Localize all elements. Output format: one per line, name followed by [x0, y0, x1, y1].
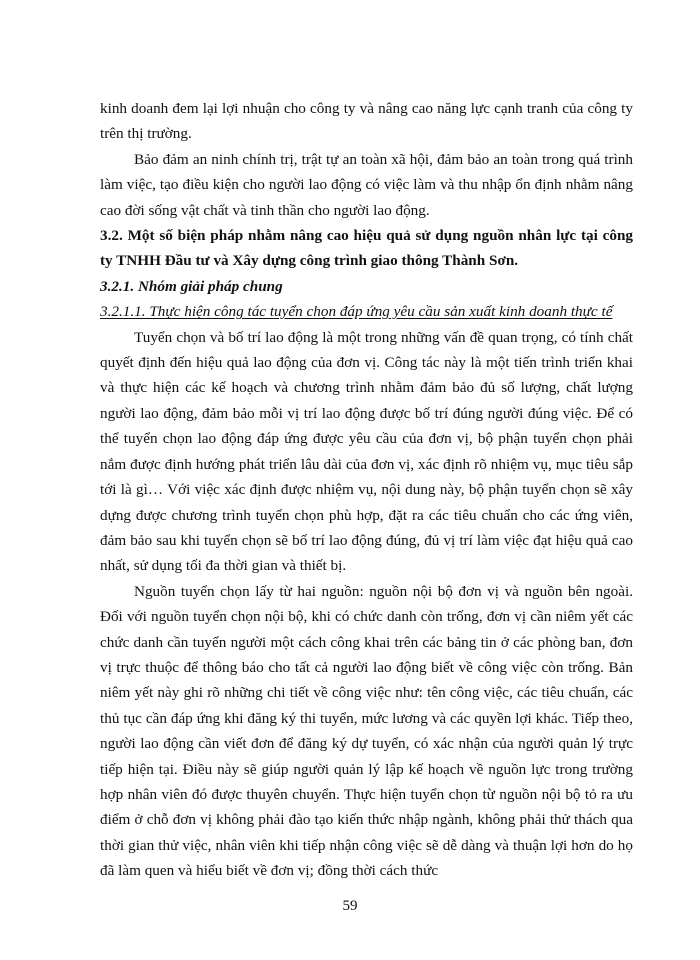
- paragraph-recruitment: Tuyển chọn và bố trí lao động là một trong những vấn đề quan trọng, có tính chất quyết định đến hiệu quả lao động của đơn vị. Công tác này là một tiến trình triển khai và thực hiện các kế hoạch và chương trình nhằm đảm bảo đủ số lượng, chất lượng người lao động, đảm bảo mỗi vị trí lao động được bố trí đúng người đúng việc. Để có thể tuyển chọn lao động đáp ứng được yêu cầu của đơn vị, bộ phận tuyển chọn phải nắm được định hướng phát triển lâu dài của đơn vị, xác định rõ nhiệm vụ, mục tiêu sắp tới là gì… Với việc xác định được nhiệm vụ, nội dung này, bộ phận tuyển chọn sẽ xây dựng được chương trình tuyển chọn phù hợp, đặt ra các tiêu chuẩn cho các ứng viên, đảm bảo sau khi tuyển chọn sẽ bố trí lao động đúng, đủ vị trí làm việc đạt hiệu quả cao nhất, sử dụng tối đa thời gian và thiết bị.: [100, 328, 633, 575]
- section-heading-3-2: 3.2. Một số biện pháp nhằm nâng cao hiệu quả sử dụng nguồn nhân lực tại công ty TNHH Đầu tư và Xây dựng công trình giao thông Thành Sơn.: [100, 227, 633, 270]
- page-number: 59: [342, 898, 358, 914]
- paragraph-continuation: kinh doanh đem lại lợi nhuận cho công ty và nâng cao năng lực cạnh tranh của công ty trên thị trường.: [100, 100, 633, 143]
- paragraph-security: Bảo đảm an ninh chính trị, trật tự an toàn xã hội, đảm bảo an toàn trong quá trình làm việc, tạo điều kiện cho người lao động có việc làm và thu nhập ổn định nhằm nâng cao đời sống vật chất và tinh thần cho người lao động.: [100, 150, 633, 219]
- document-page: [100, 96, 633, 884]
- section-heading-3-2-1: 3.2.1. Nhóm giải pháp chung: [100, 277, 283, 295]
- section-heading-3-2-1-1: 3.2.1.1. Thực hiện công tác tuyển chọn đáp ứng yêu cầu sản xuất kinh doanh thực tế: [100, 303, 613, 321]
- paragraph-recruitment-sources: Nguồn tuyển chọn lấy từ hai nguồn: nguồn nội bộ đơn vị và nguồn bên ngoài. Đối với nguồn tuyển chọn nội bộ, khi có chức danh còn trống, đơn vị cần niêm yết các chức danh cần tuyển người một cách công khai trên các bảng tin ở các phòng ban, đơn vị trực thuộc để thông báo cho tất cả người lao động biết về công việc còn trống. Bản niêm yết này ghi rõ những chi tiết về công việc như: tên công việc, các tiêu chuẩn, các thủ tục cần đáp ứng khi đăng ký thi tuyển, mức lương và các quyền lợi khác. Tiếp theo, người lao động cần viết đơn để đăng ký dự tuyển, có xác nhận của người quản lý trực tiếp hiện tại. Điều này sẽ giúp người quản lý lập kế hoạch về nguồn lực trong trường hợp nhân viên đó được thuyên chuyển. Thực hiện tuyển chọn từ nguồn nội bộ tỏ ra ưu điểm ở chỗ đơn vị không phải đào tạo kiến thức nhập ngành, không phải thử thách qua thời gian thử việc, nhân viên khi tiếp nhận công việc sẽ dễ dàng và thuận lợi hơn do họ đã làm quen và hiểu biết về đơn vị; đồng thời cách thức: [100, 582, 633, 880]
